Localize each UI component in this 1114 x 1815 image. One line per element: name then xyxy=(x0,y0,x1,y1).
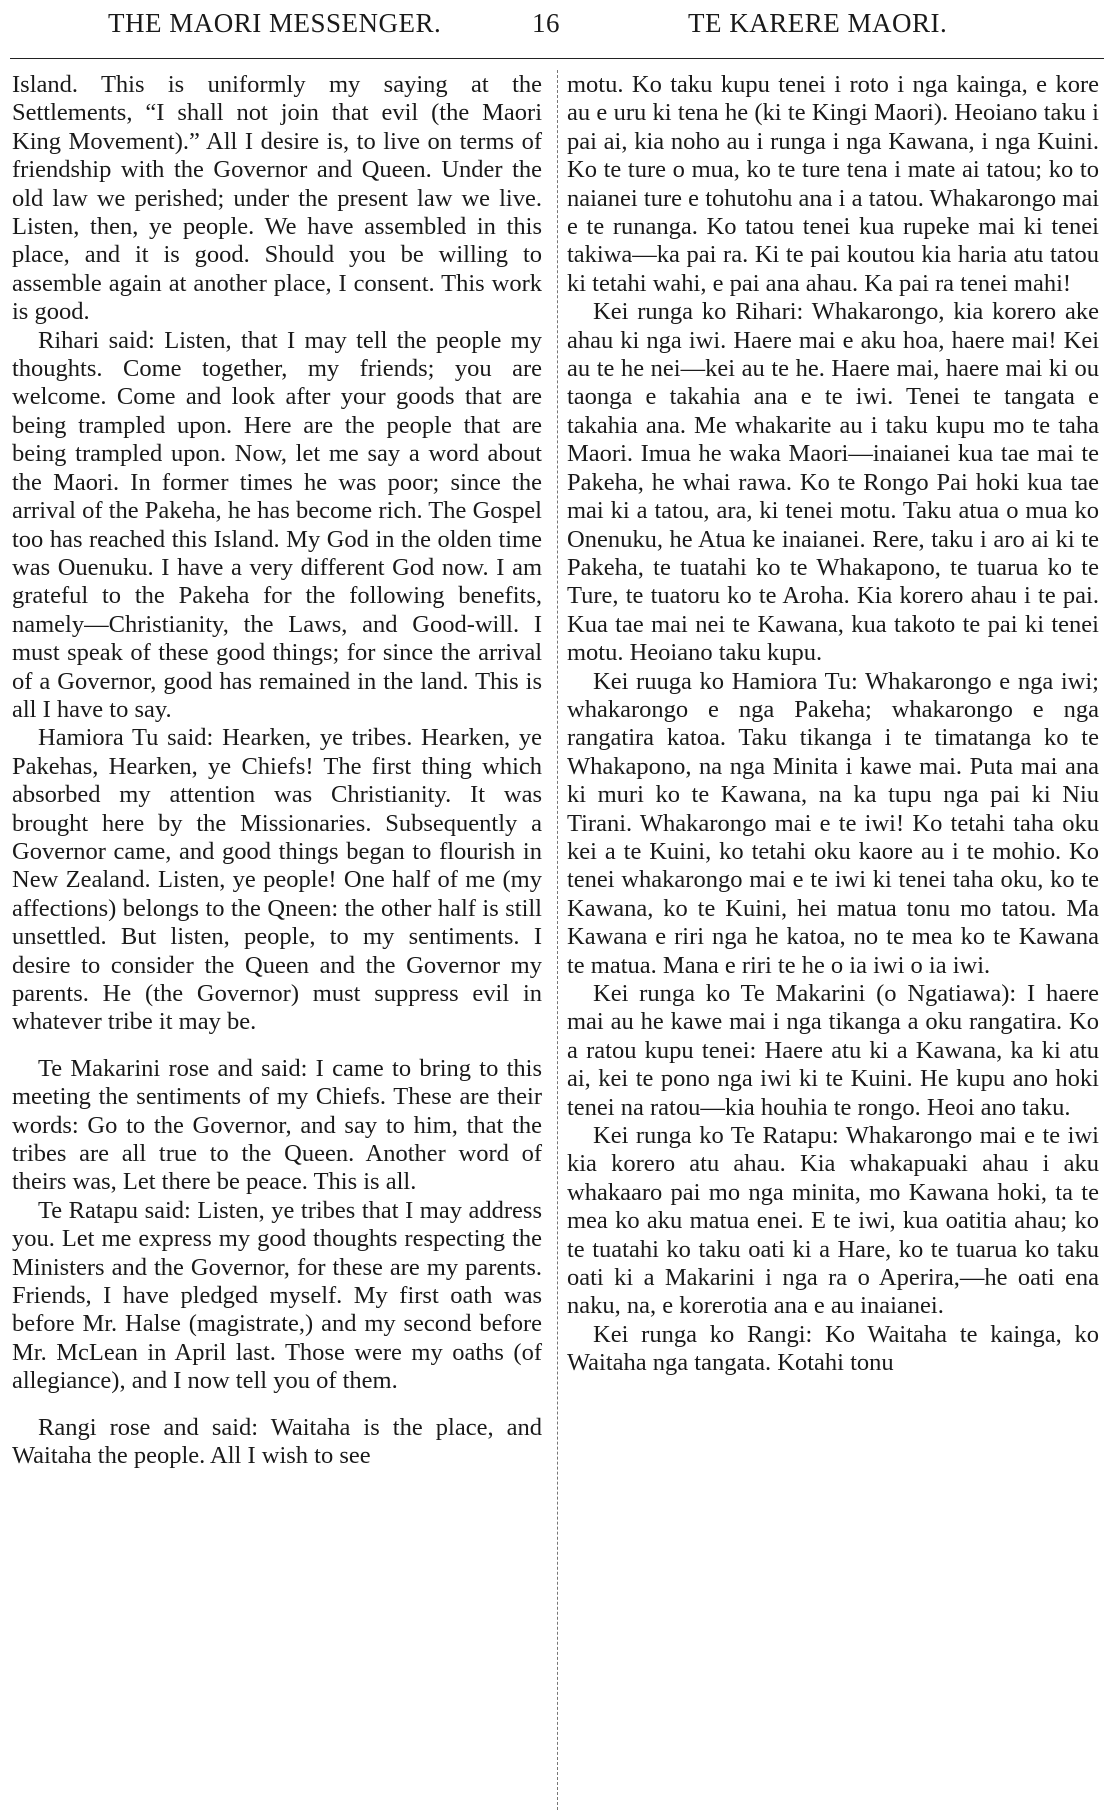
page-number: 16 xyxy=(532,8,560,38)
maori-paragraph-rangi: Kei runga ko Rangi: Ko Waitaha te kainga, ko Waitaha nga tangata. Kotahi tonu xyxy=(567,1320,1099,1377)
english-paragraph-rihari: Rihari said: Listen, that I may tell the people my thoughts. Come together, my friends; you are welcome. Come and look after your goods that are being trampled upon. Here are the people that are being trampled upon. Now, let me say a word about the Maori. In former times he was poor; since the arrival of the Pakeha, he has become rich. The Gospel too has reached this Island. My God in the olden time was Ouenuku. I have a very different God now. I am grateful to the Pakeha for the following benefits, namely—Christianity, the Laws, and Good-will. I must speak of these good things; for since the arrival of a Governor, good has remained in the land. This is all I have to say. xyxy=(12,326,542,723)
english-paragraph-hamiora-tu: Hamiora Tu said: Hearken, ye tribes. Hearken, ye Pakehas, Hearken, ye Chiefs! The first thing which absorbed my attention was Christianity. It was brought here by the Missionaries. Subsequently a Governor came, and good things began to flourish in New Zealand. Listen, ye people! One half of me (my affections) belongs to the Qneen: the other half is still unsettled. But listen, people, to my sentiments. I desire to consider the Queen and the Governor my parents. He (the Governor) must suppress evil in whatever tribe it may be. xyxy=(12,724,542,1036)
english-paragraph-continuation: Island. This is uniformly my saying at the Settlements, “I shall not join that evil (the Maori King Movement).” All I desire is, to live on terms of friendship with the Governor and Queen. Under the old law we perished; under the present law we live. Listen, then, ye people. We have assembled in this place, and it is good. Should you be willing to assemble again at another place, I consent. This work is good. xyxy=(12,71,542,326)
maori-column xyxy=(567,71,1099,1378)
english-paragraph-rangi: Rangi rose and said: Waitaha is the place, and Waitaha the people. All I wish to see xyxy=(12,1413,542,1470)
english-column xyxy=(12,71,542,1471)
header-rule xyxy=(10,58,1104,59)
maori-paragraph-rihari: Kei runga ko Rihari: Whakarongo, kia korero ake ahau ki nga iwi. Haere mai e aku hoa, haere mai! Kei au te he nei—kei au te he. Haere mai, haere mai ki ou taonga e takahia ana e te iwi. Tenei te tangata e takahia ana. Me whakarite au i taku kupu mo te taha Maori. Imua he waka Maori—inaianei kua tae mai te Pakeha, he whai rawa. Ko te Rongo Pai hoki kua tae mai ki a tatou, ara, ki tenei motu. Taku atua o mua ko Onenuku, he Atua ke inaianei. Rere, taku i aro ai ki te Pakeha, te tuatahi ko te Whakapono, te tuarua ko te Ture, te tuatoru ko te Aroha. Kia korero ahau i te pai. Kua tae mai nei te Kawana, kua takoto te pai ki tenei motu. Heoiano taku kupu. xyxy=(567,298,1099,667)
maori-paragraph-te-ratapu: Kei runga ko Te Ratapu: Whakarongo mai e te iwi kia korero atu ahau. Kia whakapuaki ahau i aku whakaaro pai mo nga minita, mo Kawana hoki, ta te mea ko aku matua enei. E te iwi, kua oatitia ahau; ko te tuatahi ko taku oati ki a Hare, ko te tuarua ko taku oati ki a Makarini i nga ra o Aperira,—he oati ena naku, na, e korerotia ana e au inaianei. xyxy=(567,1122,1099,1320)
english-paragraph-te-makarini: Te Makarini rose and said: I came to bring to this meeting the sentiments of my Chiefs. These are their words: Go to the Governor, and say to him, that the tribes are all true to the Queen. Another word of theirs was, Let there be peace. This is all. xyxy=(12,1054,542,1196)
maori-masthead: TE KARERE MAORI. xyxy=(688,8,948,38)
english-masthead: THE MAORI MESSENGER. xyxy=(108,8,442,38)
maori-paragraph-te-makarini: Kei runga ko Te Makarini (o Ngatiawa): I haere mai au he kawe mai i nga tikanga a oku rangatira. Ko a ratou kupu tenei: Haere atu ki a Kawana, ka ki atu ai, kei te pono nga iwi ki te Kuini. He kupu ano hoki tenei na ratou—kia houhia te rongo. Heoi ano taku. xyxy=(567,980,1099,1121)
maori-paragraph-continuation: motu. Ko taku kupu tenei i roto i nga kainga, e kore au e uru ki tena he (ki te Kingi Maori). Heoiano taku i pai ai, kia noho au i runga i nga Kawana, i nga Kuini. Ko te ture o mua, ko te ture tena i mate ai tatou; ko to naianei ture e tohutohu ana i a tatou. Whakarongo mai e te runanga. Ko tatou tenei kua rupeke mai ki tenei takiwa—ka pai ra. Ki te pai koutou kia haria atu tatou ki tetahi wahi, e pai ana ahau. Ka pai ra tenei mahi! xyxy=(567,71,1099,297)
maori-paragraph-hamiora-tu: Kei ruuga ko Hamiora Tu: Whakarongo e nga iwi; whakarongo e nga Pakeha; whakarongo e nga rangatira katoa. Taku tikanga i te timatanga ko te Whakapono, na nga Minita i kawe mai. Puta mai ana ki muri ko te Kawana, na ka tupu nga pai ki Niu Tirani. Whakarongo mai e te iwi! Ko tetahi taha oku kei a te Kuini, ko tetahi oku kaore au i te mohio. Ko tenei whakarongo mai e te iwi ki tenei taha oku, ko te Kawana, ko te Kuini, hei matua tonu mo tatou. Ma Kawana e riri nga he katoa, no te mea ko te Kawana te matua. Mana e riri te he o ia iwi o ia iwi. xyxy=(567,667,1099,979)
column-divider xyxy=(557,70,558,1810)
page-header xyxy=(0,0,1114,58)
english-paragraph-te-ratapu: Te Ratapu said: Listen, ye tribes that I may address you. Let me express my good thoughts respecting the Ministers and the Governor, for these are my parents. Friends, I have pledged myself. My first oath was before Mr. Halse (magistrate,) and my second before Mr. McLean in April last. Those were my oaths (of allegiance), and I now tell you of them. xyxy=(12,1196,542,1395)
